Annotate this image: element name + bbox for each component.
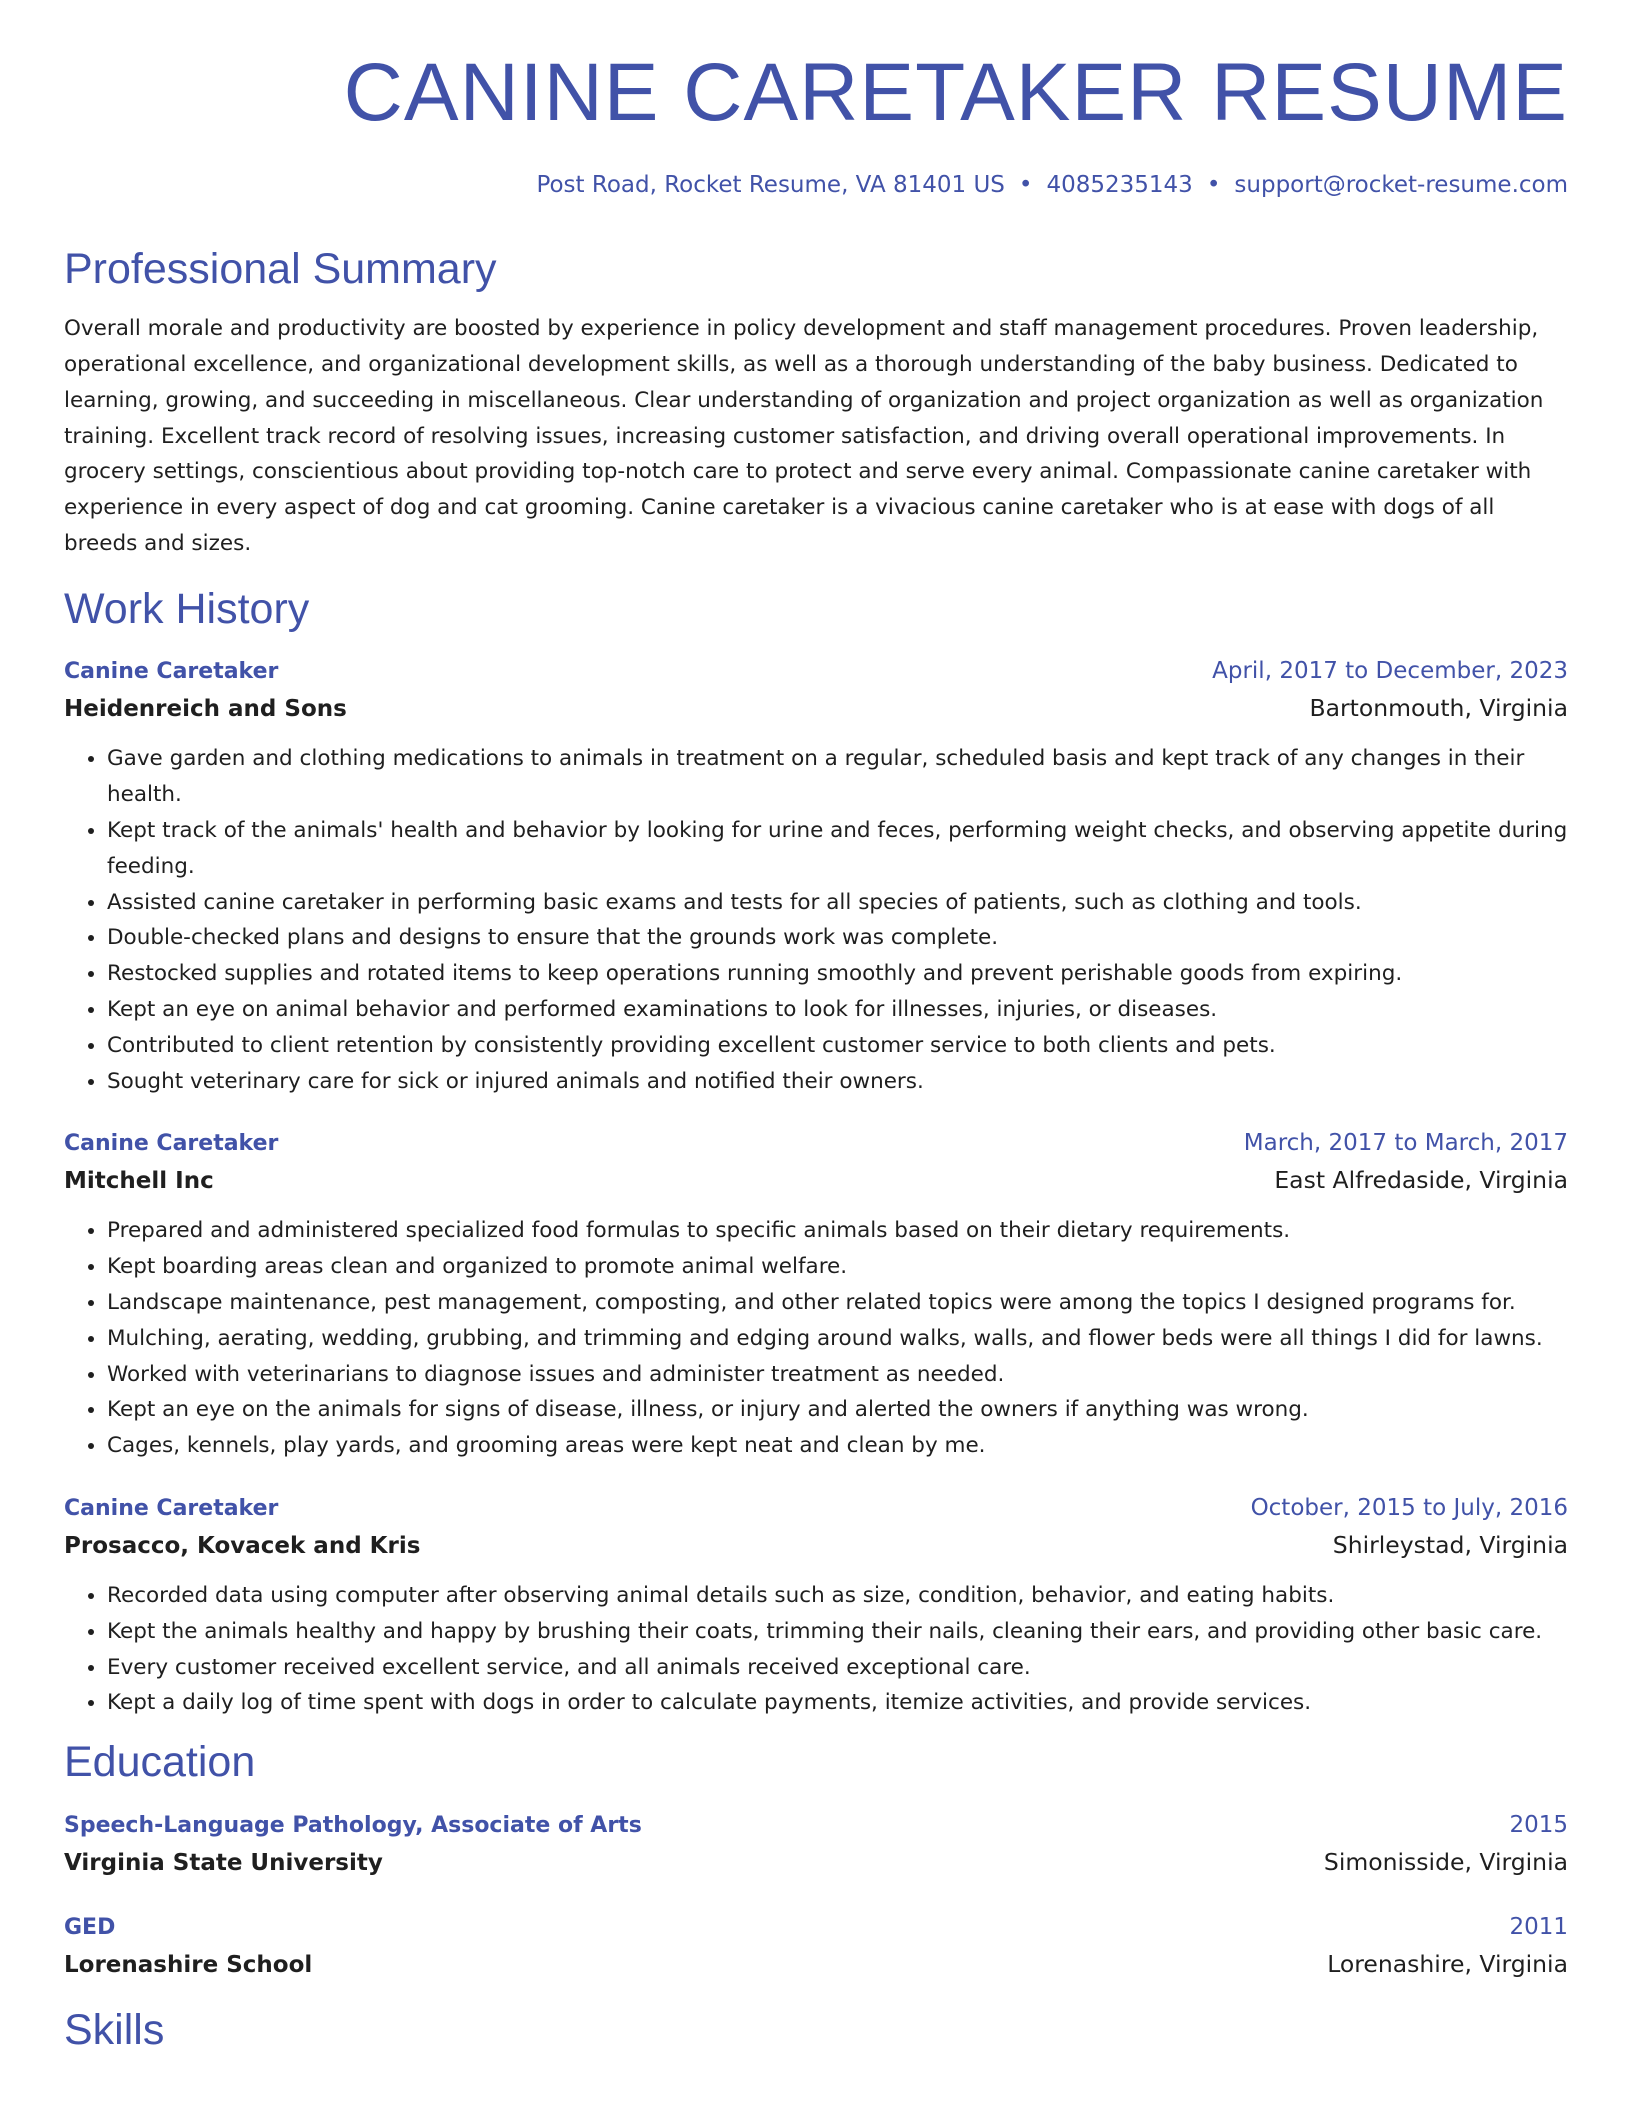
job-entry [64, 655, 1568, 1099]
job-bullet: • Kept a daily log of time spent with dogs in order to calculate payments, itemize activities, and provide services. [107, 1685, 1568, 1721]
job-entry [64, 1127, 1568, 1464]
job-bullet: • Kept an eye on the animals for signs of disease, illness, or injury and alerted the owners if anything was wrong. [107, 1392, 1568, 1428]
job-bullet: • Restocked supplies and rotated items to keep operations running smoothly and prevent perishable goods from expiring. [107, 956, 1568, 992]
job-location: Bartonmouth, Virginia [1309, 694, 1568, 723]
job-bullets [64, 1578, 1568, 1721]
job-header-row [64, 1127, 1568, 1160]
contact-line [64, 172, 1568, 200]
education-heading: Education [64, 1738, 256, 1787]
job-bullet: • Kept an eye on animal behavior and performed examinations to look for illnesses, injuries, or diseases. [107, 992, 1568, 1028]
education-school: Virginia State University [64, 1849, 383, 1876]
job-bullet: • Double-checked plans and designs to ensure that the grounds work was complete. [107, 920, 1568, 956]
job-location: Shirleystad, Virginia [1332, 1531, 1568, 1559]
job-entry [64, 1492, 1568, 1721]
job-header-row [64, 1492, 1568, 1525]
job-company: Heidenreich and Sons [64, 696, 347, 723]
education-entry [64, 1809, 1568, 1883]
education-header-row [64, 1809, 1568, 1842]
education-school: Lorenashire School [64, 1951, 313, 1978]
job-company: Prosacco, Kovacek and Kris [64, 1533, 421, 1559]
job-bullet: • Sought veterinary care for sick or injured animals and notified their owners. [107, 1064, 1568, 1100]
summary-heading: Professional Summary [64, 244, 497, 293]
job-location: East Alfredaside, Virginia [1274, 1166, 1568, 1195]
education-location: Lorenashire, Virginia [1327, 1949, 1568, 1978]
resume-header [64, 47, 1568, 200]
education-degree: Speech-Language Pathology, Associate of Arts [64, 1812, 642, 1838]
job-role: Canine Caretaker [64, 659, 279, 685]
contact-separator: • [1018, 172, 1033, 199]
job-bullet: • Landscape maintenance, pest management, composting, and other related topics were among the topics I designed programs for. [107, 1285, 1568, 1321]
summary-text: Overall morale and productivity are boosted by experience in policy development and staff management procedures. Proven leadership, operational excellence, and organizational development skills, as well as a thorough understanding of the baby business. Dedicated to learning, growing, and succeeding in miscellaneous. Clear understanding of organization and project organization as well as organization training. Excellent track record of resolving issues, increasing customer satisfaction, and driving overall operational improvements. In grocery settings, conscientious about providing top-notch care to protect and serve every animal. Compassionate canine caretaker with experience in every aspect of dog and cat grooming. Canine caretaker is a vivacious canine caretaker who is at ease with dogs of all breeds and sizes. [64, 316, 1544, 557]
job-bullet: • Recorded data using computer after observing animal details such as size, condition, behavior, and eating habits. [107, 1578, 1568, 1614]
job-bullet: • Assisted canine caretaker in performing basic exams and tests for all species of patients, such as clothing and tools. [107, 885, 1568, 921]
job-dates: October, 2015 to July, 2016 [1250, 1495, 1568, 1521]
job-bullet: • Kept the animals healthy and happy by brushing their coats, trimming their nails, cleaning their ears, and providing other basic care. [107, 1614, 1568, 1650]
education-degree: GED [64, 1914, 116, 1940]
job-role: Canine Caretaker [64, 1131, 279, 1157]
education-entry [64, 1911, 1568, 1985]
job-company-row [64, 1525, 1568, 1566]
work-history-heading: Work History [64, 584, 310, 633]
education-school-row [64, 1842, 1568, 1883]
job-header-row [64, 655, 1568, 688]
job-dates: March, 2017 to March, 2017 [1243, 1130, 1568, 1157]
contact-separator: • [1206, 172, 1221, 199]
job-company-row [64, 1160, 1568, 1201]
job-bullet: • Contributed to client retention by consistently providing excellent customer service to both clients and pets. [107, 1028, 1568, 1064]
job-bullet: • Every customer received excellent service, and all animals received exceptional care. [107, 1650, 1568, 1686]
job-dates: April, 2017 to December, 2023 [1212, 658, 1568, 685]
job-bullet: • Kept boarding areas clean and organized to promote animal welfare. [107, 1249, 1568, 1285]
education-header-row [64, 1911, 1568, 1944]
job-bullet: • Prepared and administered specialized food formulas to specific animals based on their dietary requirements. [107, 1213, 1568, 1249]
job-company-row [64, 688, 1568, 729]
job-role: Canine Caretaker [64, 1496, 279, 1521]
job-company: Mitchell Inc [64, 1168, 214, 1195]
job-bullet: • Gave garden and clothing medications to animals in treatment on a regular, scheduled basis and kept track of any changes in their health. [107, 741, 1568, 813]
contact-email: support@rocket-resume.com [1234, 172, 1568, 199]
education-year: 2015 [1509, 1811, 1568, 1838]
contact-phone: 4085235143 [1046, 172, 1193, 199]
job-bullet: • Cages, kennels, play yards, and grooming areas were kept neat and clean by me. [107, 1428, 1568, 1464]
job-bullets [64, 741, 1568, 1099]
contact-address: Post Road, Rocket Resume, VA 81401 US [536, 172, 1005, 199]
job-bullet: • Worked with veterinarians to diagnose issues and administer treatment as needed. [107, 1357, 1568, 1393]
education-school-row [64, 1944, 1568, 1985]
education-location: Simonisside, Virginia [1323, 1847, 1568, 1876]
skills-heading: Skills [64, 2005, 165, 2054]
resume-title: CANINE CARETAKER RESUME [343, 47, 1568, 138]
job-bullet: • Kept track of the animals' health and behavior by looking for urine and feces, performing weight checks, and observing appetite during feeding. [107, 813, 1568, 885]
job-bullet: • Mulching, aerating, wedding, grubbing, and trimming and edging around walks, walls, and flower beds were all things I did for lawns. [107, 1321, 1568, 1357]
job-bullets [64, 1213, 1568, 1464]
education-year: 2011 [1509, 1913, 1568, 1940]
